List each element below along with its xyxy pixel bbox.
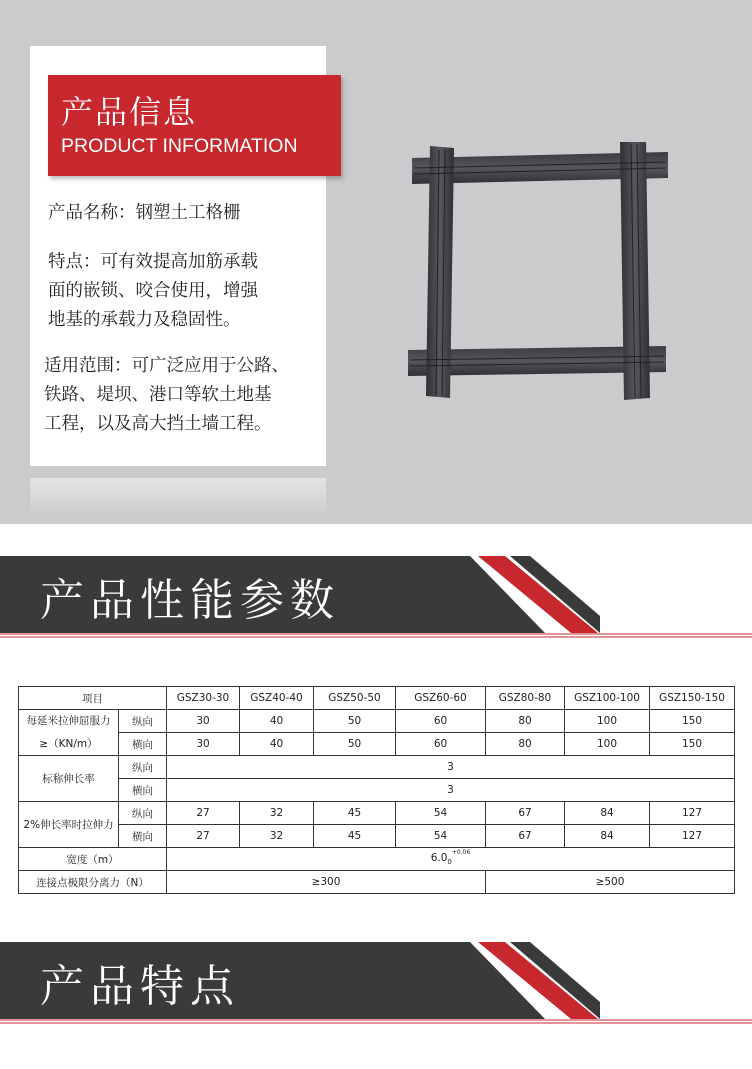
table-row — [19, 779, 735, 802]
width-value-cell — [167, 848, 735, 871]
yield-label-line: ≥（KN/m） — [39, 737, 98, 750]
header-item: 项目 — [19, 687, 167, 710]
peel-force-label: 连接点极限分离力（N） — [19, 871, 167, 894]
width-label: 宽度（m） — [19, 848, 167, 871]
value-cell: 60 — [396, 710, 486, 733]
value-cell: 45 — [314, 802, 396, 825]
product-application — [44, 352, 316, 439]
direction-cell: 横向 — [119, 825, 167, 848]
table-row — [19, 825, 735, 848]
product-info-title: 产品信息 — [61, 93, 198, 131]
features-section-title: 产品特点 — [40, 961, 240, 1012]
yield-label — [19, 710, 119, 756]
value-cell: 60 — [396, 733, 486, 756]
geogrid-product-image — [404, 140, 672, 402]
value-cell: ≥500 — [486, 871, 735, 894]
features-line: 特点：可有效提高加筋承载 — [48, 252, 258, 272]
spec-table — [18, 686, 735, 894]
features-line: 地基的承载力及稳固性。 — [48, 310, 241, 330]
value-cell: 50 — [314, 733, 396, 756]
width-tolerance-upper: +0.06 — [451, 848, 471, 856]
application-line: 适用范围：可广泛应用于公路、 — [44, 356, 289, 376]
product-name: 产品名称：钢塑土工格栅 — [48, 203, 241, 223]
table-row — [19, 802, 735, 825]
value-cell: 40 — [240, 733, 314, 756]
info-card-reflection — [30, 478, 326, 512]
value-cell: 80 — [486, 710, 565, 733]
value-cell: 30 — [167, 710, 240, 733]
value-cell: 127 — [650, 825, 735, 848]
application-line: 工程，以及高大挡土墙工程。 — [44, 414, 272, 434]
value-cell: 54 — [396, 802, 486, 825]
params-section-header — [0, 556, 752, 638]
value-cell: 127 — [650, 802, 735, 825]
features-line: 面的嵌锁、咬合使用，增强 — [48, 281, 258, 301]
header-model: GSZ150-150 — [650, 687, 735, 710]
value-cell: 32 — [240, 802, 314, 825]
table-row — [19, 848, 735, 871]
value-cell: 80 — [486, 733, 565, 756]
direction-cell: 纵向 — [119, 710, 167, 733]
params-section-title: 产品性能参数 — [40, 575, 340, 626]
direction-cell: 横向 — [119, 779, 167, 802]
product-info-hero — [0, 0, 752, 524]
product-features — [48, 248, 308, 335]
product-info-subtitle: PRODUCT INFORMATION — [61, 135, 298, 157]
table-row — [19, 733, 735, 756]
value-cell: 30 — [167, 733, 240, 756]
header-model: GSZ30-30 — [167, 687, 240, 710]
application-line: 铁路、堤坝、港口等软土地基 — [44, 385, 272, 405]
value-cell: 84 — [565, 825, 650, 848]
value-cell: 27 — [167, 802, 240, 825]
table-row — [19, 710, 735, 733]
header-model: GSZ100-100 — [565, 687, 650, 710]
value-cell: 150 — [650, 733, 735, 756]
value-cell: 3 — [167, 779, 735, 802]
value-cell: 84 — [565, 802, 650, 825]
value-cell: 40 — [240, 710, 314, 733]
elongation-label: 标称伸长率 — [19, 756, 119, 802]
width-tolerance-lower: 0 — [447, 858, 452, 867]
header-model: GSZ50-50 — [314, 687, 396, 710]
value-cell: 45 — [314, 825, 396, 848]
value-cell: 3 — [167, 756, 735, 779]
direction-cell: 纵向 — [119, 756, 167, 779]
value-cell: 67 — [486, 825, 565, 848]
value-cell: 54 — [396, 825, 486, 848]
value-cell: 27 — [167, 825, 240, 848]
yield-label-line: 每延米拉伸屈服力 — [26, 714, 111, 727]
features-section-header — [0, 942, 752, 1024]
table-row — [19, 756, 735, 779]
value-cell: 100 — [565, 733, 650, 756]
table-header-row — [19, 687, 735, 710]
header-model: GSZ80-80 — [486, 687, 565, 710]
tensile-2pct-label: 2%伸长率时拉伸力 — [19, 802, 119, 848]
width-value: 6.0 — [430, 851, 448, 864]
direction-cell: 横向 — [119, 733, 167, 756]
header-model: GSZ40-40 — [240, 687, 314, 710]
value-cell: 100 — [565, 710, 650, 733]
value-cell: 32 — [240, 825, 314, 848]
value-cell: 50 — [314, 710, 396, 733]
direction-cell: 纵向 — [119, 802, 167, 825]
value-cell: ≥300 — [167, 871, 486, 894]
value-cell: 67 — [486, 802, 565, 825]
value-cell: 150 — [650, 710, 735, 733]
product-info-title-box — [48, 75, 341, 176]
table-row — [19, 871, 735, 894]
header-model: GSZ60-60 — [396, 687, 486, 710]
